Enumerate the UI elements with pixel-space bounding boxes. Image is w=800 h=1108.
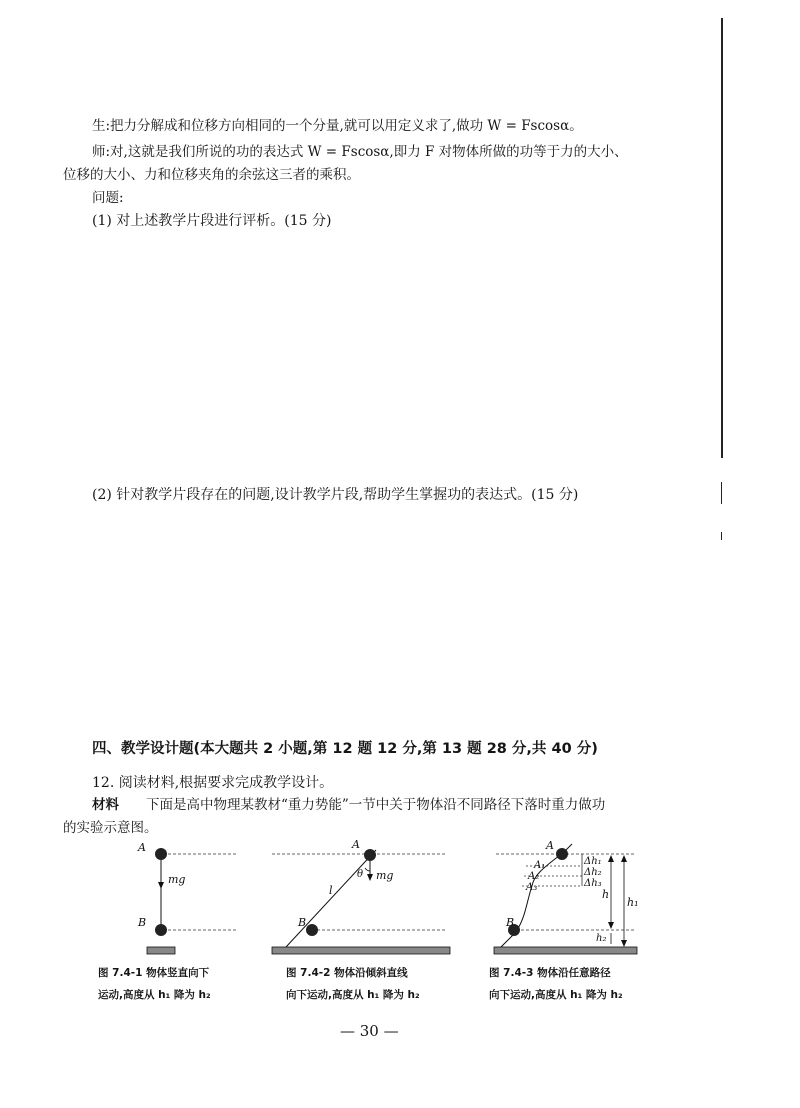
label-dh3: Δh₃: [584, 878, 602, 889]
material-line-1: 下面是高中物理某教材“重力势能”一节中关于物体沿不同路径下落时重力做功: [146, 797, 606, 813]
question-1: (1) 对上述教学片段进行评析。(15 分): [92, 213, 332, 229]
caption-7-4-1-line1: 图 7.4-1 物体竖直向下: [98, 967, 210, 979]
label-h1: h₁: [627, 896, 639, 909]
label-B: B: [506, 916, 515, 929]
dialogue-line-teacher-cont: 位移的大小、力和位移夹角的余弦这三者的乘积。: [63, 167, 360, 183]
label-A3: A₃: [526, 882, 538, 893]
problem-12-intro: 12. 阅读材料,根据要求完成教学设计。: [92, 775, 334, 791]
label-h: h: [602, 888, 610, 901]
label-A1: A₁: [534, 860, 546, 871]
binding-edge-mark: [721, 482, 722, 504]
label-A2: A₂: [528, 871, 540, 882]
dialogue-line-student: 生:把力分解成和位移方向相同的一个分量,就可以用定义求了,做功 W = Fscosα。: [92, 118, 583, 134]
caption-7-4-1-line2: 运动,高度从 h₁ 降为 h₂: [98, 989, 211, 1001]
label-mg: mg: [168, 873, 186, 886]
label-dh1: Δh₁: [584, 856, 602, 867]
figure-7-4-3: [486, 836, 646, 962]
binding-edge-line: [721, 18, 723, 458]
questions-label: 问题:: [92, 190, 124, 206]
label-mg: mg: [376, 869, 394, 882]
question-2: (2) 针对教学片段存在的问题,设计教学片段,帮助学生掌握功的表达式。(15 分): [92, 487, 579, 503]
label-B: B: [138, 916, 147, 929]
label-A: A: [352, 838, 360, 851]
label-B: B: [298, 916, 307, 929]
material-line-2: 的实验示意图。: [63, 820, 158, 836]
page-number: — 30 —: [340, 1022, 399, 1040]
caption-7-4-3-line1: 图 7.4-3 物体沿任意路径: [489, 967, 611, 979]
label-l: l: [329, 884, 333, 897]
binding-edge-mark: [721, 532, 722, 540]
label-theta: θ: [357, 869, 364, 880]
label-h2: h₂: [596, 933, 607, 944]
label-A: A: [138, 841, 146, 854]
label-A: A: [546, 839, 554, 852]
figure-7-4-2: [262, 836, 462, 962]
caption-7-4-2-line2: 向下运动,高度从 h₁ 降为 h₂: [286, 989, 420, 1001]
figure-7-4-1: [120, 836, 270, 962]
material-label: 材料: [92, 797, 119, 813]
dialogue-line-teacher: 师:对,这就是我们所说的功的表达式 W = Fscosα,即力 F 对物体所做的功等于力的大小、: [92, 144, 628, 160]
label-dh2: Δh₂: [584, 867, 602, 878]
caption-7-4-2-line1: 图 7.4-2 物体沿倾斜直线: [286, 967, 408, 979]
caption-7-4-3-line2: 向下运动,高度从 h₁ 降为 h₂: [489, 989, 623, 1001]
section-heading: 四、教学设计题(本大题共 2 小题,第 12 题 12 分,第 13 题 28 分,共 40 分): [92, 741, 598, 757]
